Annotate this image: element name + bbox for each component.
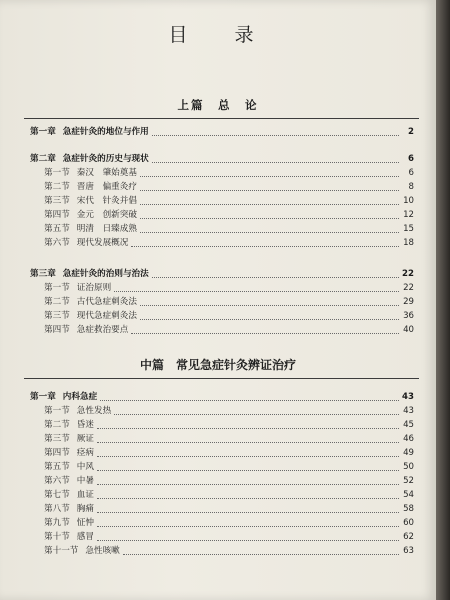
toc-entry-number: 第六节 (44, 476, 70, 486)
toc-entry-label (30, 311, 137, 322)
toc-entry-title: 昏迷 (76, 420, 94, 430)
toc-entry-title: 急症针灸的治则与治法 (62, 269, 149, 279)
toc-entry-number: 第四节 (44, 210, 70, 220)
toc-page-number: 8 (408, 182, 414, 192)
toc-entry-title: 急性发热 (76, 406, 112, 416)
toc-entry-number: 第五节 (44, 462, 70, 472)
toc-entry-number: 第八节 (44, 504, 70, 514)
toc-section-row (30, 531, 414, 543)
toc-entry-title: 古代急症刺灸法 (76, 297, 137, 307)
toc-entry-title: 厥证 (76, 434, 94, 444)
dot-leader (97, 526, 399, 527)
toc-entry-number: 第一章 (30, 127, 56, 137)
toc-entry-label (30, 297, 137, 308)
toc-entry-label (30, 325, 128, 336)
toc-section-row (30, 209, 414, 221)
toc-section-row (30, 405, 414, 417)
dot-leader (140, 319, 399, 320)
toc-page-number: 40 (403, 325, 414, 335)
toc-chapter-row (30, 268, 414, 280)
toc-entry-number: 第一节 (44, 406, 70, 416)
toc-page-number: 62 (403, 532, 414, 542)
dot-leader (114, 291, 399, 292)
toc-page-number: 46 (403, 434, 414, 444)
dot-leader (97, 456, 399, 457)
book-edge (436, 0, 450, 600)
dot-leader (140, 204, 399, 205)
dot-leader (131, 333, 399, 334)
dot-leader (131, 246, 399, 247)
toc-page-number: 36 (403, 311, 414, 321)
toc-entry-label (30, 269, 149, 280)
toc-section-row (30, 475, 414, 487)
toc-entry-label (30, 210, 137, 221)
dot-leader (152, 135, 399, 136)
dot-leader (140, 176, 399, 177)
toc-section-row (30, 181, 414, 193)
toc-section-row (30, 545, 414, 557)
toc-page-number: 6 (408, 154, 414, 164)
dot-leader (97, 428, 399, 429)
toc-entry-number: 第二节 (44, 420, 70, 430)
toc-entry-number: 第二节 (44, 182, 70, 192)
toc-entry-title: 金元 创新突破 (76, 210, 137, 220)
dot-leader (152, 162, 399, 163)
toc-entry-label (30, 504, 94, 515)
toc-page-number: 45 (403, 420, 414, 430)
toc-entry-title: 急症针灸的地位与作用 (62, 127, 149, 137)
toc-entry-number: 第七节 (44, 490, 70, 500)
toc-page-number: 60 (403, 518, 414, 528)
toc-entry-number: 第十一节 (44, 546, 79, 556)
toc-entry-label (30, 406, 111, 417)
toc-entry-number: 第四节 (44, 448, 70, 458)
toc-entry-title: 中暑 (76, 476, 94, 486)
toc-section-row (30, 167, 414, 179)
toc-entry-number: 第三节 (44, 311, 70, 321)
toc-entry-number: 第一节 (44, 168, 70, 178)
part-heading-middle: 中篇 常见急症针灸辨证治疗 (139, 358, 296, 372)
toc-entry-title: 感冒 (76, 532, 94, 542)
toc-page-number: 12 (403, 210, 414, 220)
dot-leader (97, 442, 399, 443)
toc-page-number: 6 (408, 168, 414, 178)
toc-entry-number: 第六节 (44, 238, 70, 248)
toc-section-row (30, 237, 414, 249)
toc-entry-title: 胸痛 (76, 504, 94, 514)
toc-entry-label (30, 168, 137, 179)
toc-entry-title: 中风 (76, 462, 94, 472)
dot-leader (123, 554, 399, 555)
toc-entry-number: 第一节 (44, 283, 70, 293)
toc-entry-label (30, 283, 111, 294)
toc-entry-title: 痉病 (76, 448, 94, 458)
dot-leader (140, 232, 399, 233)
toc-chapter-row (30, 126, 414, 138)
toc-section-row (30, 517, 414, 529)
dot-leader (97, 498, 399, 499)
toc-page-number: 2 (408, 127, 414, 137)
toc-entry-number: 第十节 (44, 532, 70, 542)
toc-page-number: 49 (403, 448, 414, 458)
toc-entry-label (30, 238, 128, 249)
toc-page-number: 22 (402, 269, 414, 279)
toc-entry-title: 内科急症 (62, 392, 98, 402)
toc-section-row (30, 419, 414, 431)
toc-entry-label (30, 462, 94, 473)
toc-entry-title: 明清 日臻成熟 (76, 224, 137, 234)
toc-page-number: 50 (403, 462, 414, 472)
toc-entry-label (30, 476, 94, 487)
toc-entry-label (30, 434, 94, 445)
toc-entry-title: 怔忡 (76, 518, 94, 528)
toc-entry-title: 证治原则 (76, 283, 112, 293)
toc-page-number: 29 (403, 297, 414, 307)
toc-entry-title: 晋唐 偏重灸疗 (76, 182, 137, 192)
toc-entry-title: 急症针灸的历史与现状 (62, 154, 149, 164)
toc-entry-label (30, 392, 97, 403)
toc-entry-title: 血证 (76, 490, 94, 500)
toc-page-number: 58 (403, 504, 414, 514)
page-title: 目 录 (168, 24, 268, 46)
toc-chapter-row (30, 153, 414, 165)
toc-section-row (30, 503, 414, 515)
toc-section-row (30, 489, 414, 501)
toc-entry-label (30, 420, 94, 431)
toc-page-number: 54 (403, 490, 414, 500)
dot-leader (97, 540, 399, 541)
toc-entry-title: 急症救治要点 (76, 325, 129, 335)
toc-entry-label (30, 196, 137, 207)
dot-leader (140, 190, 399, 191)
dot-leader (97, 470, 399, 471)
toc-section-row (30, 310, 414, 322)
toc-section-row (30, 296, 414, 308)
toc-page-number: 10 (403, 196, 414, 206)
toc-entry-number: 第三章 (30, 269, 56, 279)
toc-page-number: 15 (403, 224, 414, 234)
toc-entry-title: 秦汉 肇始奠基 (76, 168, 137, 178)
dot-leader (140, 305, 399, 306)
toc-entry-number: 第二节 (44, 297, 70, 307)
toc-section-row (30, 447, 414, 459)
toc-entry-label (30, 127, 149, 138)
dot-leader (100, 400, 399, 401)
toc-page-number: 43 (402, 392, 414, 402)
toc-entry-number: 第九节 (44, 518, 70, 528)
toc-entry-label (30, 546, 120, 557)
toc-page-number: 43 (403, 406, 414, 416)
toc-section-row (30, 324, 414, 336)
toc-section-row (30, 282, 414, 294)
toc-entry-title: 现代急症刺灸法 (76, 311, 137, 321)
toc-entry-number: 第四节 (44, 325, 70, 335)
toc-entry-title: 急性咳嗽 (85, 546, 120, 556)
toc-entry-title: 宋代 针灸并倡 (76, 196, 137, 206)
toc-entry-label (30, 532, 94, 543)
toc-page-number: 18 (403, 238, 414, 248)
dot-leader (140, 218, 399, 219)
toc-entry-number: 第三节 (44, 434, 70, 444)
dot-leader (97, 512, 399, 513)
toc-entry-label (30, 224, 137, 235)
toc-section-row (30, 461, 414, 473)
toc-entry-number: 第三节 (44, 196, 70, 206)
toc-entry-title: 现代发展概况 (76, 238, 129, 248)
toc-entry-number: 第五节 (44, 224, 70, 234)
toc-entry-number: 第一章 (30, 392, 56, 402)
part-heading-upper: 上篇 总 论 (177, 98, 259, 112)
toc-entry-label (30, 490, 94, 501)
toc-entry-label (30, 154, 149, 165)
toc-section-row (30, 223, 414, 235)
dot-leader (114, 414, 399, 415)
dot-leader (152, 277, 399, 278)
toc-page-number: 63 (403, 546, 414, 556)
dot-leader (97, 484, 399, 485)
toc-entry-label (30, 518, 94, 529)
toc-entry-number: 第二章 (30, 154, 56, 164)
toc-entry-label (30, 182, 137, 193)
toc-page-number: 22 (403, 283, 414, 293)
toc-section-row (30, 433, 414, 445)
toc-chapter-row (30, 391, 414, 403)
toc-page-number: 52 (403, 476, 414, 486)
toc-entry-label (30, 448, 94, 459)
toc-section-row (30, 195, 414, 207)
